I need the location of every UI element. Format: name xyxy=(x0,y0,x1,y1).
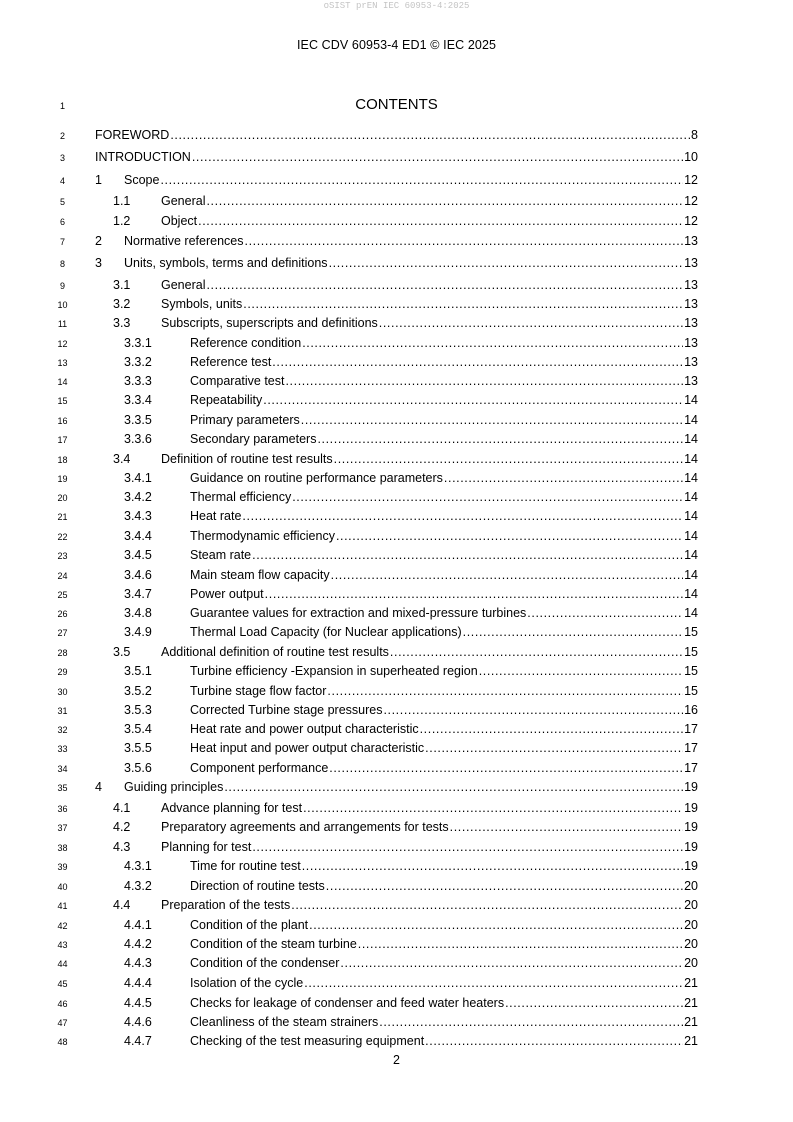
line-number: 22 xyxy=(57,532,68,542)
dot-leader xyxy=(206,277,683,293)
toc-entry-page: 14 xyxy=(684,471,698,485)
toc-entry-page: 13 xyxy=(684,336,698,350)
toc-entry[interactable] xyxy=(0,955,793,971)
toc-entry-title: Condition of the steam turbine xyxy=(190,937,357,951)
toc-entry-title: Reference condition xyxy=(190,336,302,350)
toc-entry-title: Component performance xyxy=(190,761,329,775)
toc-entry-page: 21 xyxy=(684,1015,698,1029)
dot-leader xyxy=(309,917,683,933)
line-number: 8 xyxy=(59,259,65,269)
toc-entry-page: 14 xyxy=(684,587,698,601)
line-number: 26 xyxy=(57,609,68,619)
toc-entry-title: Turbine efficiency -Expansion in superheated region xyxy=(190,664,478,678)
toc-entry-page: 8 xyxy=(691,128,698,142)
line-number: 34 xyxy=(57,764,68,774)
toc-entry-number: 4.4.4 xyxy=(124,976,152,990)
toc-entry[interactable] xyxy=(0,1033,793,1049)
toc-entry-title: Guiding principles xyxy=(124,780,224,794)
toc-entry-page: 16 xyxy=(684,703,698,717)
toc-entry-number: 3.4 xyxy=(113,452,131,466)
toc-entry[interactable] xyxy=(0,373,793,389)
toc-entry[interactable] xyxy=(0,878,793,894)
line-number: 37 xyxy=(57,823,68,833)
line-number: 5 xyxy=(59,197,65,207)
toc-entry-page: 13 xyxy=(684,278,698,292)
dot-leader xyxy=(160,172,683,188)
line-number: 4 xyxy=(59,176,65,186)
toc-entry-number: 4.4.3 xyxy=(124,956,152,970)
line-number: 32 xyxy=(57,725,68,735)
toc-entry-number: 3.3.6 xyxy=(124,432,152,446)
toc-entry[interactable] xyxy=(0,354,793,370)
toc-entry[interactable] xyxy=(0,897,793,913)
toc-entry-number: 1.2 xyxy=(113,214,131,228)
toc-entry-page: 17 xyxy=(684,741,698,755)
toc-entry-page: 14 xyxy=(684,509,698,523)
dot-leader xyxy=(243,296,683,312)
toc-entry-title: Primary parameters xyxy=(190,413,300,427)
toc-entry-title: Thermodynamic efficiency xyxy=(190,529,335,543)
toc-entry[interactable] xyxy=(0,858,793,874)
toc-entry[interactable] xyxy=(0,547,793,563)
line-number: 41 xyxy=(57,901,68,911)
toc-entry-number: 3.4.3 xyxy=(124,509,152,523)
toc-entry-title: Preparation of the tests xyxy=(161,898,291,912)
line-number: 1 xyxy=(59,101,65,111)
toc-entry[interactable] xyxy=(0,193,793,209)
toc-entry-title: Checking of the test measuring equipment xyxy=(190,1034,425,1048)
toc-entry-number: 4.3.2 xyxy=(124,879,152,893)
line-number: 21 xyxy=(57,512,68,522)
dot-leader xyxy=(326,878,683,894)
toc-entry-page: 14 xyxy=(684,413,698,427)
line-number: 12 xyxy=(57,339,68,349)
toc-entry-page: 20 xyxy=(684,937,698,951)
toc-entry-title: Object xyxy=(161,214,198,228)
toc-entry-number: 3.4.8 xyxy=(124,606,152,620)
toc-entry-title: Thermal efficiency xyxy=(190,490,292,504)
toc-entry-number: 3.3.2 xyxy=(124,355,152,369)
dot-leader xyxy=(334,451,683,467)
dot-leader xyxy=(450,819,683,835)
toc-entry[interactable] xyxy=(0,213,793,229)
line-number: 28 xyxy=(57,648,68,658)
dot-leader xyxy=(192,149,683,165)
toc-entry-title: Condition of the condenser xyxy=(190,956,340,970)
toc-entry[interactable] xyxy=(0,839,793,855)
toc-entry-number: 3.3 xyxy=(113,316,131,330)
line-number: 40 xyxy=(57,882,68,892)
toc-entry[interactable] xyxy=(0,489,793,505)
toc-entry-number: 3.5.2 xyxy=(124,684,152,698)
line-number: 24 xyxy=(57,571,68,581)
toc-entry-title: Definition of routine test results xyxy=(161,452,333,466)
line-number: 42 xyxy=(57,921,68,931)
toc-entry[interactable] xyxy=(0,740,793,756)
toc-entry-page: 19 xyxy=(684,801,698,815)
toc-entry[interactable] xyxy=(0,663,793,679)
dot-leader xyxy=(301,412,683,428)
toc-entry-page: 14 xyxy=(684,393,698,407)
toc-entry-page: 14 xyxy=(684,568,698,582)
toc-entry[interactable] xyxy=(0,683,793,699)
toc-entry[interactable] xyxy=(0,149,793,165)
toc-entry[interactable] xyxy=(0,470,793,486)
toc-entry-page: 19 xyxy=(684,820,698,834)
line-number: 33 xyxy=(57,744,68,754)
toc-entry-number: 3.2 xyxy=(113,297,131,311)
toc-entry-number: 3.5.6 xyxy=(124,761,152,775)
toc-entry-number: 2 xyxy=(95,234,102,248)
toc-entry-page: 20 xyxy=(684,918,698,932)
toc-entry-title: Checks for leakage of condenser and feed water heaters xyxy=(190,996,505,1010)
toc-entry[interactable] xyxy=(0,127,793,143)
dot-leader xyxy=(304,975,683,991)
line-number: 46 xyxy=(57,999,68,1009)
dot-leader xyxy=(420,721,683,737)
dot-leader xyxy=(252,839,683,855)
toc-entry-title: Main steam flow capacity xyxy=(190,568,330,582)
toc-entry[interactable] xyxy=(0,624,793,640)
toc-entry-number: 4.4 xyxy=(113,898,131,912)
toc-entry-number: 1 xyxy=(95,173,102,187)
toc-entry-number: 3.1 xyxy=(113,278,131,292)
line-number: 16 xyxy=(57,416,68,426)
toc-entry-page: 19 xyxy=(684,859,698,873)
toc-entry-page: 19 xyxy=(684,780,698,794)
toc-entry[interactable] xyxy=(0,172,793,188)
toc-entry[interactable] xyxy=(0,277,793,293)
toc-entry[interactable] xyxy=(0,800,793,816)
dot-leader xyxy=(505,995,683,1011)
toc-entry-number: 3.4.1 xyxy=(124,471,152,485)
line-number: 23 xyxy=(57,551,68,561)
toc-entry[interactable] xyxy=(0,975,793,991)
dot-leader xyxy=(206,193,683,209)
toc-entry-number: 3.5.5 xyxy=(124,741,152,755)
toc-entry[interactable] xyxy=(0,528,793,544)
toc-entry-page: 21 xyxy=(684,996,698,1010)
toc-entry-page: 17 xyxy=(684,722,698,736)
toc-entry-page: 14 xyxy=(684,490,698,504)
line-number: 18 xyxy=(57,455,68,465)
toc-entry-number: 4.4.1 xyxy=(124,918,152,932)
toc-entry-number: 4.1 xyxy=(113,801,131,815)
toc-entry[interactable] xyxy=(0,431,793,447)
dot-leader xyxy=(358,936,683,952)
toc-entry-number: 3.4.9 xyxy=(124,625,152,639)
toc-entry[interactable] xyxy=(0,586,793,602)
line-number: 43 xyxy=(57,940,68,950)
dot-leader xyxy=(331,567,683,583)
toc-entry-number: 3.4.2 xyxy=(124,490,152,504)
toc-entry-title: Advance planning for test xyxy=(161,801,303,815)
line-number: 48 xyxy=(57,1037,68,1047)
toc-entry-title: Guidance on routine performance parameters xyxy=(190,471,443,485)
toc-entry-number: 1.1 xyxy=(113,194,131,208)
toc-entry-title: Additional definition of routine test results xyxy=(161,645,389,659)
toc-entry[interactable] xyxy=(0,255,793,271)
toc-entry-page: 15 xyxy=(684,684,698,698)
toc-entry-number: 3.3.5 xyxy=(124,413,152,427)
toc-entry[interactable] xyxy=(0,1014,793,1030)
toc-entry[interactable] xyxy=(0,392,793,408)
toc-entry-number: 3.4.5 xyxy=(124,548,152,562)
line-number: 11 xyxy=(57,319,68,329)
line-number: 39 xyxy=(57,862,68,872)
dot-leader xyxy=(425,1033,683,1049)
toc-entry-page: 14 xyxy=(684,452,698,466)
toc-entry-page: 20 xyxy=(684,879,698,893)
page-title: CONTENTS xyxy=(355,96,438,113)
toc-entry-page: 20 xyxy=(684,898,698,912)
line-number: 30 xyxy=(57,687,68,697)
toc-entry-title: Turbine stage flow factor xyxy=(190,684,327,698)
toc-entry-title: General xyxy=(161,194,206,208)
dot-leader xyxy=(317,431,683,447)
toc-entry-page: 14 xyxy=(684,529,698,543)
line-number: 13 xyxy=(57,358,68,368)
dot-leader xyxy=(170,127,690,143)
line-number: 44 xyxy=(57,959,68,969)
toc-entry-title: Repeatability xyxy=(190,393,263,407)
line-number: 31 xyxy=(57,706,68,716)
dot-leader xyxy=(245,233,684,249)
line-number: 45 xyxy=(57,979,68,989)
toc-entry[interactable] xyxy=(0,644,793,660)
toc-entry-page: 13 xyxy=(684,355,698,369)
toc-entry[interactable] xyxy=(0,451,793,467)
toc-entry-title: Units, symbols, terms and definitions xyxy=(124,256,328,270)
toc-entry-number: 3 xyxy=(95,256,102,270)
dot-leader xyxy=(292,489,683,505)
toc-entry-number: 3.4.6 xyxy=(124,568,152,582)
toc-entry-title: Planning for test xyxy=(161,840,252,854)
line-number: 15 xyxy=(57,396,68,406)
page-number: 2 xyxy=(393,1053,400,1067)
toc-entry-title: Scope xyxy=(124,173,160,187)
toc-entry-page: 14 xyxy=(684,432,698,446)
line-number: 7 xyxy=(59,237,65,247)
toc-entry[interactable] xyxy=(0,605,793,621)
toc-entry[interactable] xyxy=(0,779,793,795)
toc-entry-number: 3.3.1 xyxy=(124,336,152,350)
toc-entry-number: 4.4.2 xyxy=(124,937,152,951)
toc-entry-page: 13 xyxy=(684,234,698,248)
dot-leader xyxy=(329,760,683,776)
toc-entry-number: 3.4.7 xyxy=(124,587,152,601)
toc-entry-title: Corrected Turbine stage pressures xyxy=(190,703,383,717)
dot-leader xyxy=(263,392,683,408)
dot-leader xyxy=(252,547,683,563)
line-number: 2 xyxy=(59,131,65,141)
toc-entry[interactable] xyxy=(0,702,793,718)
dot-leader xyxy=(463,624,683,640)
dot-leader xyxy=(390,644,683,660)
toc-entry-title: FOREWORD xyxy=(95,128,170,142)
toc-entry-page: 14 xyxy=(684,606,698,620)
toc-entry-number: 4.4.5 xyxy=(124,996,152,1010)
dot-leader xyxy=(242,508,683,524)
toc-entry[interactable] xyxy=(0,233,793,249)
toc-entry-title: Secondary parameters xyxy=(190,432,317,446)
toc-entry-number: 3.5.4 xyxy=(124,722,152,736)
dot-leader xyxy=(340,955,683,971)
toc-entry[interactable] xyxy=(0,508,793,524)
toc-entry-page: 13 xyxy=(684,374,698,388)
toc-entry-page: 21 xyxy=(684,976,698,990)
line-number: 36 xyxy=(57,804,68,814)
toc-entry-title: INTRODUCTION xyxy=(95,150,191,164)
dot-leader xyxy=(302,858,683,874)
toc-entry-number: 4.3.1 xyxy=(124,859,152,873)
toc-entry-title: Comparative test xyxy=(190,374,285,388)
dot-leader xyxy=(336,528,683,544)
dot-leader xyxy=(425,740,683,756)
toc-entry[interactable] xyxy=(0,335,793,351)
line-number: 25 xyxy=(57,590,68,600)
toc-entry-title: Heat rate and power output characteristic xyxy=(190,722,419,736)
line-number: 6 xyxy=(59,217,65,227)
dot-leader xyxy=(383,702,683,718)
toc-entry[interactable] xyxy=(0,936,793,952)
toc-entry-page: 15 xyxy=(684,625,698,639)
toc-entry[interactable] xyxy=(0,315,793,331)
dot-leader xyxy=(302,335,683,351)
line-number: 17 xyxy=(57,435,68,445)
toc-entry-title: Thermal Load Capacity (for Nuclear applications) xyxy=(190,625,462,639)
toc-entry-number: 3.3.3 xyxy=(124,374,152,388)
toc-entry[interactable] xyxy=(0,760,793,776)
toc-entry-title: Isolation of the cycle xyxy=(190,976,304,990)
toc-entry-title: Time for routine test xyxy=(190,859,301,873)
toc-entry-page: 13 xyxy=(684,316,698,330)
toc-entry-page: 12 xyxy=(684,173,698,187)
dot-leader xyxy=(303,800,683,816)
toc-entry[interactable] xyxy=(0,296,793,312)
toc-entry-page: 20 xyxy=(684,956,698,970)
toc-entry[interactable] xyxy=(0,917,793,933)
toc-entry-page: 21 xyxy=(684,1034,698,1048)
toc-entry-page: 17 xyxy=(684,761,698,775)
toc-entry-page: 10 xyxy=(684,150,698,164)
toc-entry-number: 3.4.4 xyxy=(124,529,152,543)
toc-entry-page: 12 xyxy=(684,214,698,228)
dot-leader xyxy=(198,213,683,229)
toc-entry-number: 3.3.4 xyxy=(124,393,152,407)
toc-entry-number: 4.4.6 xyxy=(124,1015,152,1029)
toc-entry-title: General xyxy=(161,278,206,292)
toc-entry-page: 14 xyxy=(684,548,698,562)
dot-leader xyxy=(379,315,683,331)
toc-entry-number: 3.5.1 xyxy=(124,664,152,678)
toc-entry-title: Steam rate xyxy=(190,548,252,562)
line-number: 9 xyxy=(59,281,65,291)
line-number: 27 xyxy=(57,628,68,638)
watermark: oSIST prEN IEC 60953-4:2025 xyxy=(323,1,470,11)
toc-entry-number: 3.5.3 xyxy=(124,703,152,717)
dot-leader xyxy=(379,1014,683,1030)
toc-entry-number: 4.4.7 xyxy=(124,1034,152,1048)
toc-entry-number: 4.3 xyxy=(113,840,131,854)
toc-entry-number: 4 xyxy=(95,780,102,794)
toc-entry-title: Direction of routine tests xyxy=(190,879,325,893)
line-number: 20 xyxy=(57,493,68,503)
line-number: 29 xyxy=(57,667,68,677)
line-number: 19 xyxy=(57,474,68,484)
dot-leader xyxy=(272,354,683,370)
toc-entry-number: 3.5 xyxy=(113,645,131,659)
dot-leader xyxy=(329,255,684,271)
toc-entry-title: Reference test xyxy=(190,355,272,369)
line-number: 35 xyxy=(57,783,68,793)
line-number: 3 xyxy=(59,153,65,163)
toc-entry-title: Power output xyxy=(190,587,264,601)
toc-entry-page: 13 xyxy=(684,256,698,270)
page-header: IEC CDV 60953-4 ED1 © IEC 2025 xyxy=(296,38,497,52)
dot-leader xyxy=(285,373,683,389)
line-number: 38 xyxy=(57,843,68,853)
toc-entry-page: 15 xyxy=(684,664,698,678)
toc-entry-page: 15 xyxy=(684,645,698,659)
toc-entry-title: Preparatory agreements and arrangements for tests xyxy=(161,820,449,834)
dot-leader xyxy=(327,683,683,699)
toc-entry-title: Cleanliness of the steam strainers xyxy=(190,1015,379,1029)
line-number: 47 xyxy=(57,1018,68,1028)
dot-leader xyxy=(444,470,683,486)
toc-entry-title: Normative references xyxy=(124,234,244,248)
toc-entry-page: 13 xyxy=(684,297,698,311)
line-number: 10 xyxy=(57,300,68,310)
dot-leader xyxy=(224,779,683,795)
toc-entry[interactable] xyxy=(0,995,793,1011)
toc-entry[interactable] xyxy=(0,567,793,583)
toc-entry[interactable] xyxy=(0,412,793,428)
contents-title-line xyxy=(0,96,793,116)
toc-entry-page: 12 xyxy=(684,194,698,208)
toc-entry-title: Symbols, units xyxy=(161,297,243,311)
toc-entry[interactable] xyxy=(0,819,793,835)
dot-leader xyxy=(265,586,683,602)
dot-leader xyxy=(527,605,683,621)
dot-leader xyxy=(291,897,683,913)
line-number: 14 xyxy=(57,377,68,387)
toc-entry-number: 4.2 xyxy=(113,820,131,834)
toc-entry-title: Heat rate xyxy=(190,509,242,523)
toc-entry-title: Condition of the plant xyxy=(190,918,309,932)
toc-entry-title: Subscripts, superscripts and definitions xyxy=(161,316,378,330)
toc-entry[interactable] xyxy=(0,721,793,737)
toc-entry-title: Heat input and power output characteristic xyxy=(190,741,425,755)
toc-entry-title: Guarantee values for extraction and mixed-pressure turbines xyxy=(190,606,527,620)
toc-entry-page: 19 xyxy=(684,840,698,854)
dot-leader xyxy=(479,663,683,679)
